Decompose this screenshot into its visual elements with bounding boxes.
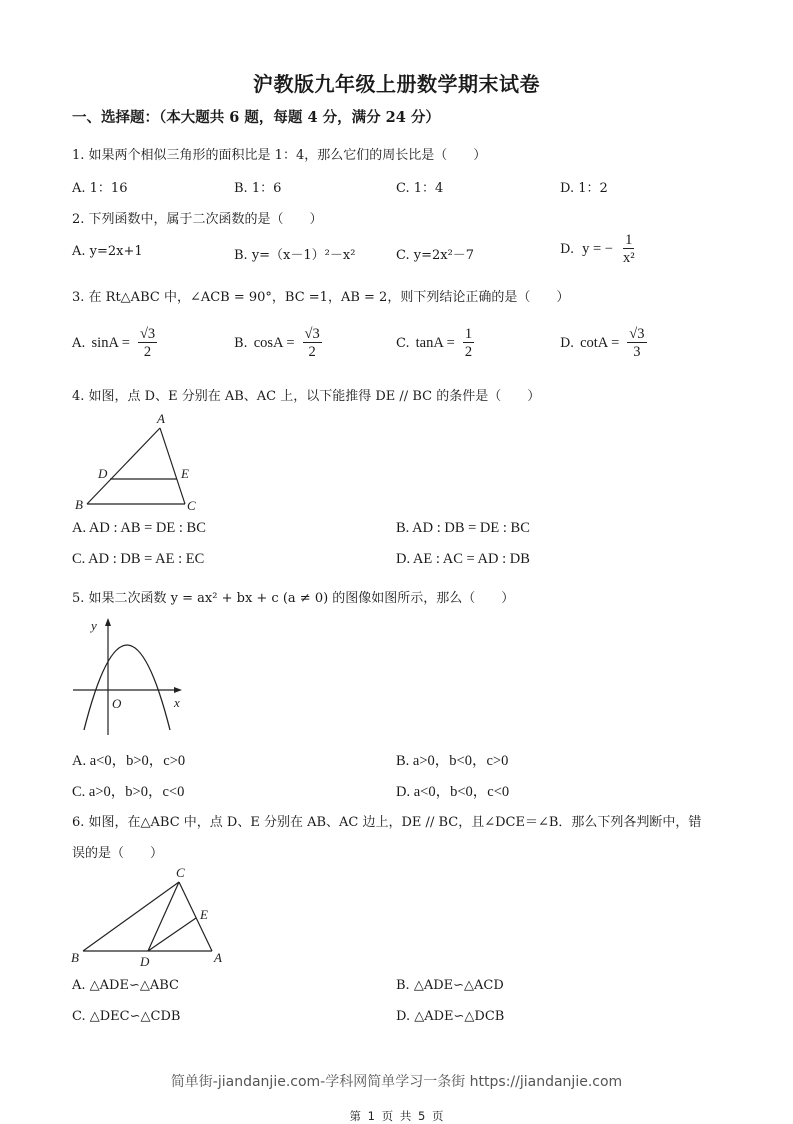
footer-watermark-link[interactable]: 简单街-jiandanjie.com-学科网简单学习一条街 https://jiandanjie.com [170,1074,623,1090]
q4-option-a: A. AD : AB = DE : BC [72,520,206,536]
page-title: 沪教版九年级上册数学期末试卷 [253,72,540,96]
question-1-stem: 1. 如果两个相似三角形的面积比是 1：4，那么它们的周长比是（ ） [72,148,487,163]
question-2-stem: 2. 下列函数中，属于二次函数的是（ ） [72,212,323,227]
q2-option-d [560,232,635,267]
q2-option-d-lhs: y = − [582,241,613,257]
svg-text:D: D [140,954,150,969]
q3-option-a: A. sinA = $\frac{√3}{2}$ [72,326,156,360]
q1-option-c: C. 1：4 [396,181,444,196]
q2-option-c: C. y=2x²－7 [396,248,475,263]
q2-option-d-label: D. [560,242,575,257]
q1-option-b: B. 1：6 [234,181,282,196]
section-heading: 一、选择题：（本大题共 6 题，每题 4 分，满分 24 分） [72,109,440,126]
svg-text:E: E [200,907,208,922]
q4-option-d: D. AE : AC = AD : DB [396,551,530,567]
q3-option-c: C. tanA = $\frac{1}{2}$ [396,326,473,360]
question-6-stem-line2: 误的是（ ） [72,846,164,861]
q6-option-c: C. △DEC∽△CDB [72,1009,181,1024]
q2-option-d-fraction: $\frac{1}{\text{x²}}$ [622,232,635,266]
q6-option-b: B. △ADE∽△ACD [396,978,504,993]
question-5-stem: 5. 如果二次函数 y = ax² + bx + c (a ≠ 0) 的图像如图所示，那么（ ） [72,591,515,606]
q3-option-d: D. cotA = $\frac{√3}{3}$ [560,326,645,360]
svg-text:C: C [187,498,196,513]
q5-option-c: C. a>0，b>0，c<0 [72,784,185,800]
q1-option-d: D. 1：2 [560,181,608,196]
svg-text:y: y [91,618,97,633]
svg-text:B: B [71,950,79,965]
svg-text:A: A [214,950,222,965]
q4-option-c: C. AD : DB = AE : EC [72,551,205,567]
svg-text:x: x [174,695,180,710]
q3-option-b: B. cosA = $\frac{√3}{2}$ [234,326,320,360]
q4-option-b: B. AD : DB = DE : BC [396,520,530,536]
q2-option-a: A. y=2x+1 [72,244,143,259]
svg-text:E: E [181,466,189,481]
svg-text:O: O [112,696,122,711]
question-3-stem: 3. 在 Rt△ABC 中，∠ACB = 90°，BC =1，AB = 2，则下列结论正确的是（ ） [72,290,570,305]
svg-text:C: C [176,865,185,880]
q6-option-a: A. △ADE∽△ABC [72,978,179,993]
question-4-stem: 4. 如图，点 D、E 分别在 AB、AC 上，以下能推得 DE // BC 的条件是（ ） [72,389,541,404]
q5-parabola-graph [60,610,200,740]
svg-text:A: A [157,411,165,426]
page-number: 第 1 页 共 5 页 [349,1109,444,1123]
q1-option-a: A. 1：16 [72,181,128,196]
q6-triangle-figure [60,860,230,970]
q4-triangle-figure [60,405,220,515]
q5-option-a: A. a<0，b>0，c>0 [72,753,186,769]
q6-option-d: D. △ADE∽△DCB [396,1009,505,1024]
svg-text:B: B [75,497,83,512]
svg-text:D: D [98,466,108,481]
q5-option-b: B. a>0，b<0，c>0 [396,753,509,769]
q5-option-d: D. a<0，b<0，c<0 [396,784,510,800]
question-6-stem-line1: 6. 如图，在△ABC 中，点 D、E 分别在 AB、AC 边上，DE // BC，且∠DCE＝∠B．那么下列各判断中，错 [72,815,702,830]
q2-option-b: B. y=（x－1）²－x² [234,248,356,263]
